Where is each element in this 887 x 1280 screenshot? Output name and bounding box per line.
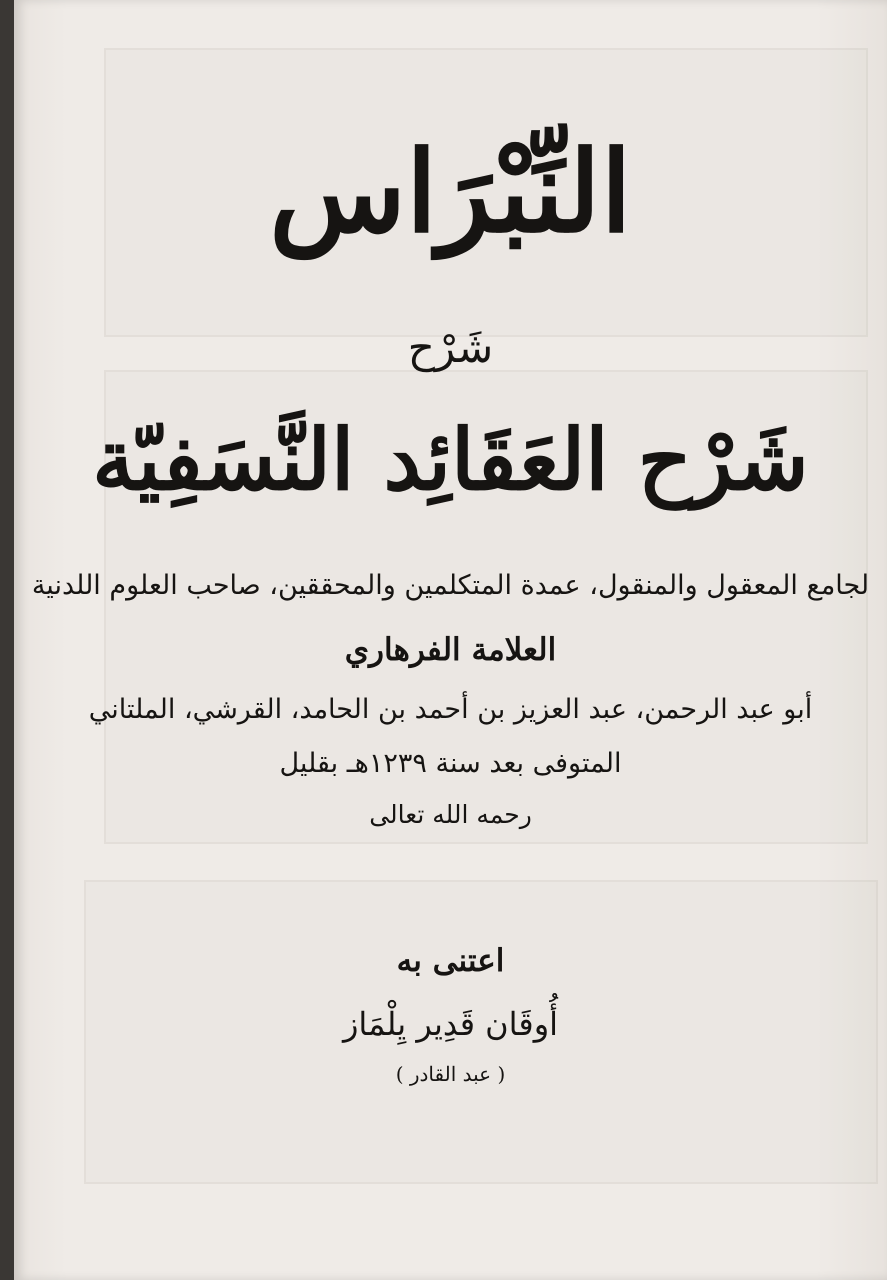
editor-name: أُوقَان قَدِير يِلْمَاز xyxy=(342,1005,559,1043)
author-lineage: أبو عبد الرحمن، عبد العزيز بن أحمد بن الحامد، القرشي، الملتاني xyxy=(88,694,813,725)
author-name: العلامة الفرهاري xyxy=(344,632,557,668)
book-title: النِّبْرَاس xyxy=(269,127,632,258)
edited-by-label: اعتنى به xyxy=(396,943,505,979)
book-page xyxy=(14,0,887,1280)
mercy-phrase: رحمه الله تعالى xyxy=(369,800,532,829)
book-subtitle: شَرْح العَقَائِد النَّسَفِيّة xyxy=(92,410,809,509)
editor-alt-name: ( عبد القادر ) xyxy=(395,1062,506,1086)
sharh-word: شَرْح xyxy=(407,323,494,372)
author-description: لجامع المعقول والمنقول، عمدة المتكلمين والمحققين، صاحب العلوم اللدنية xyxy=(31,570,870,601)
author-death-date: المتوفى بعد سنة ١٢٣٩هـ بقليل xyxy=(279,748,622,779)
